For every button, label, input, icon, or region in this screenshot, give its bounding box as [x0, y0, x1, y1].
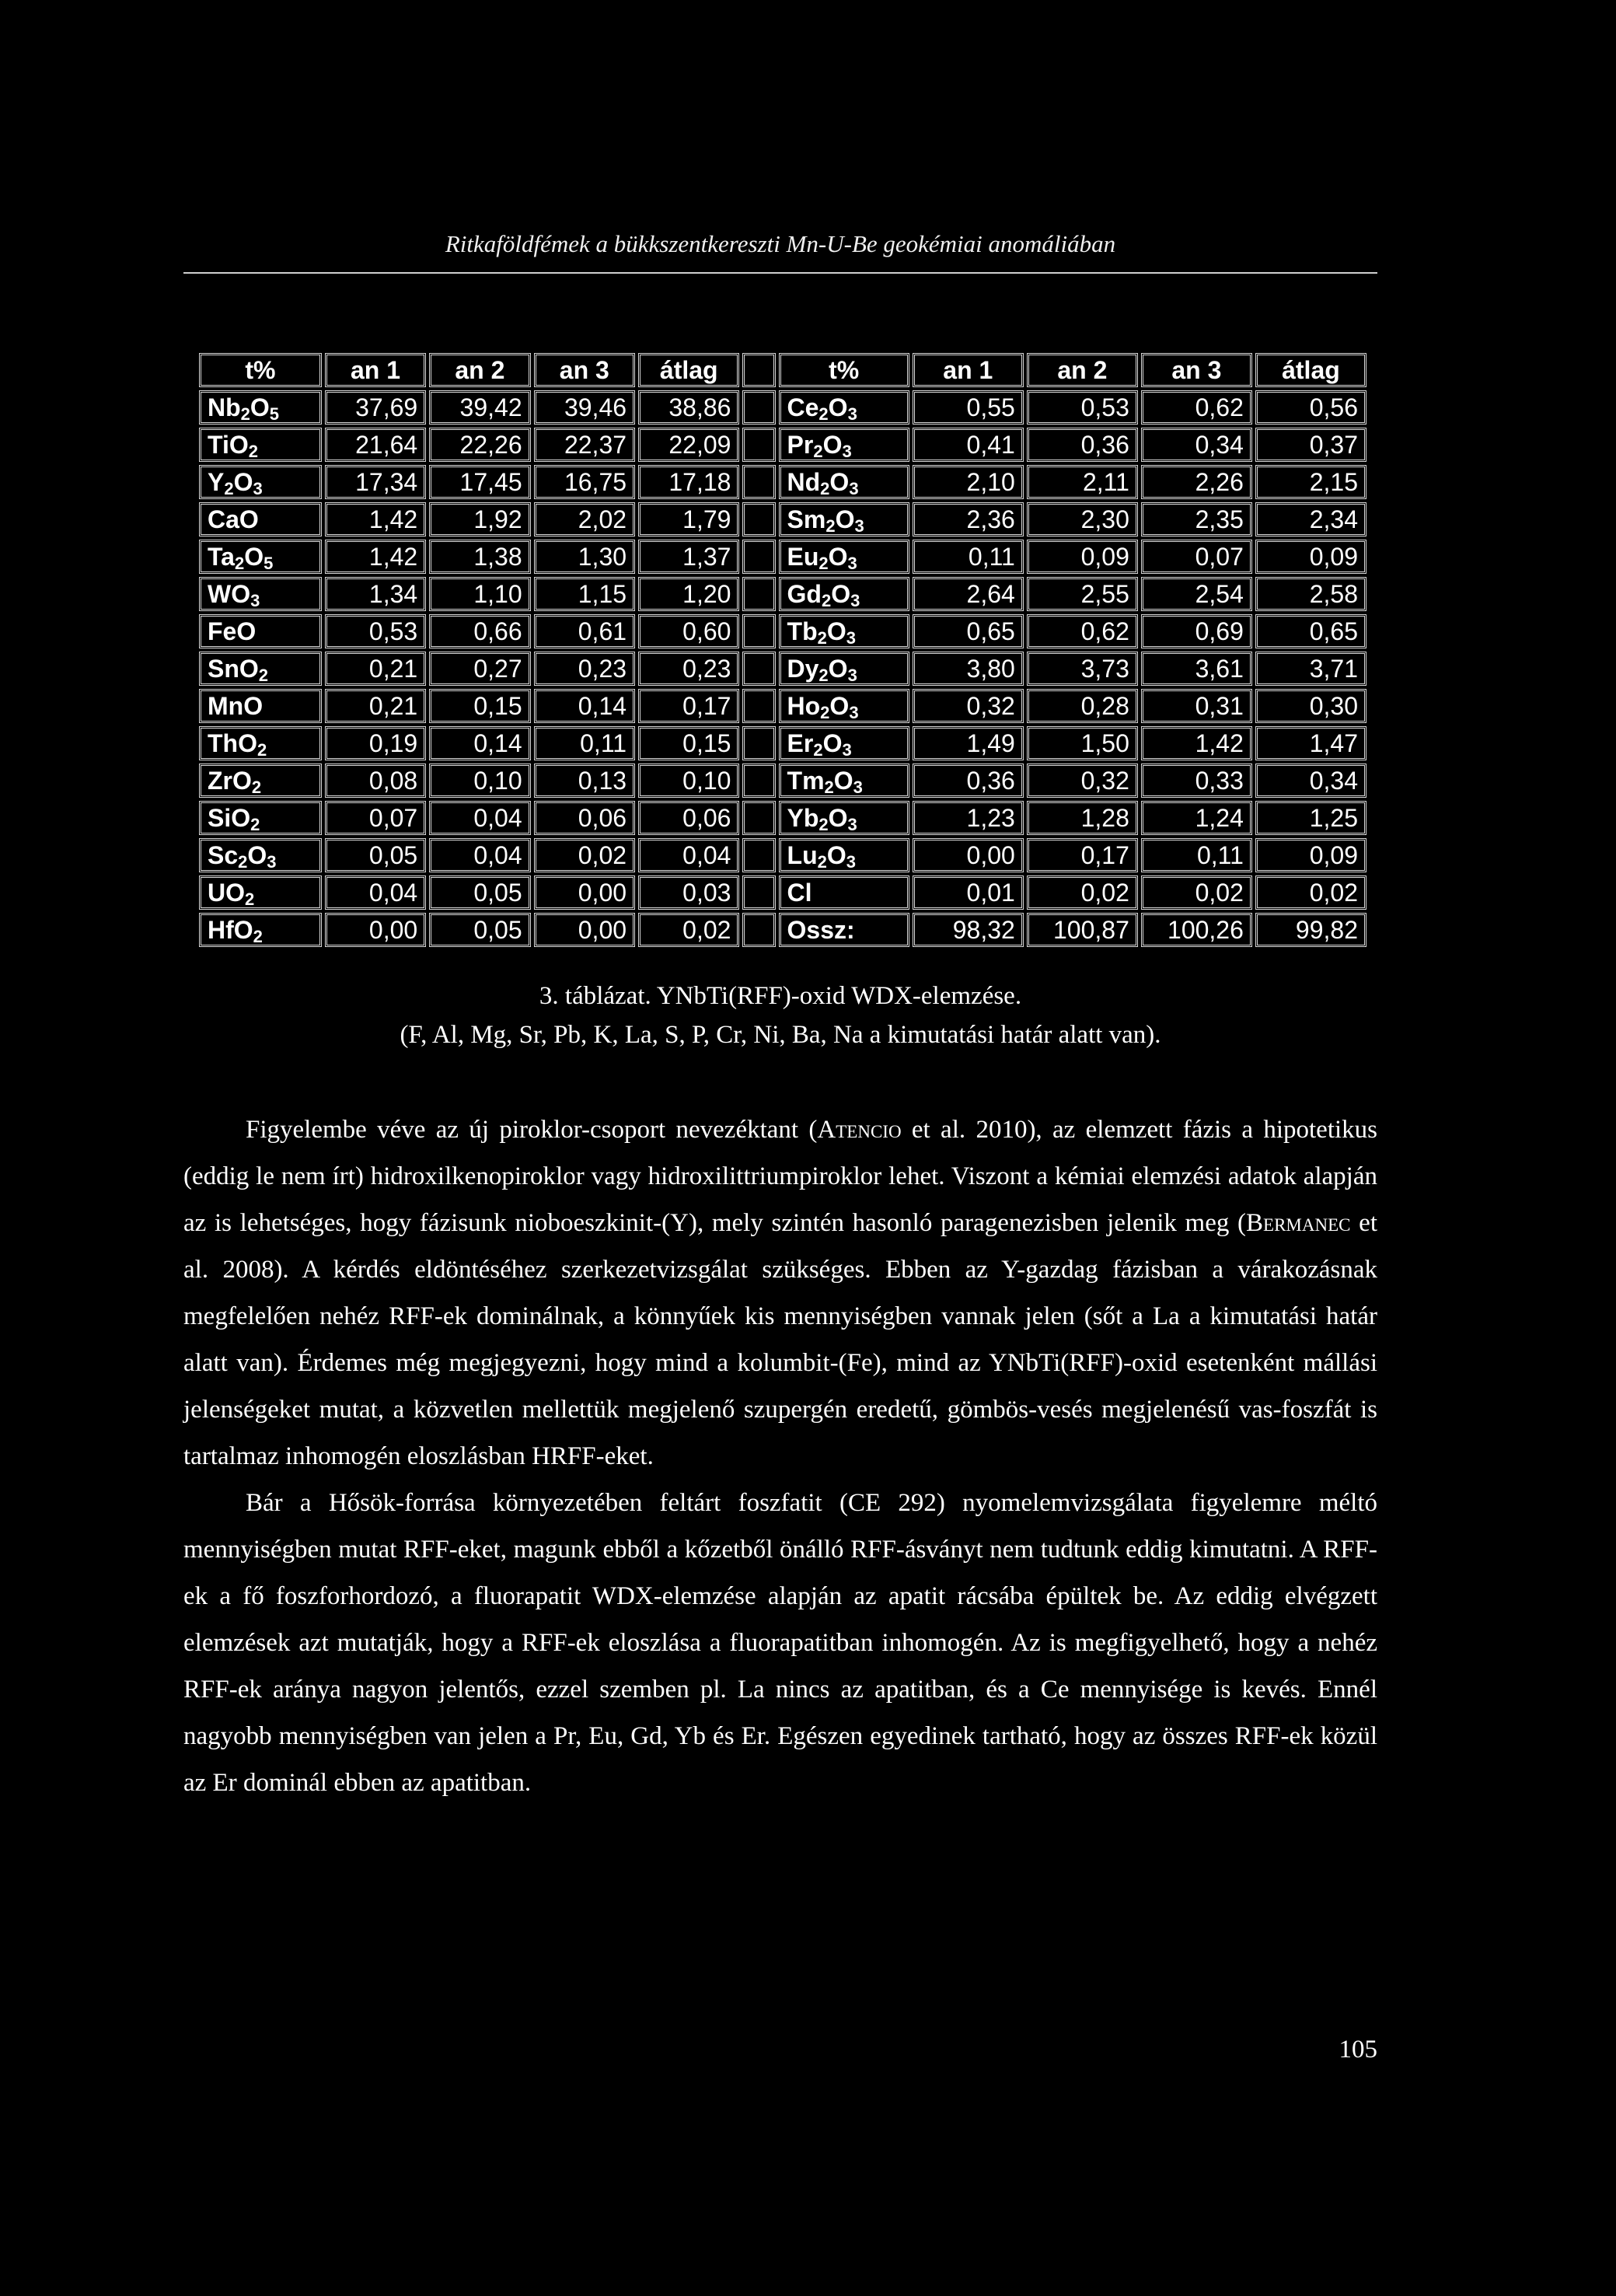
right-value-cell: 2,26 [1141, 465, 1252, 499]
formula-subscript: 2 [245, 889, 255, 909]
formula-subscript: 3 [849, 479, 859, 498]
left-value-cell: 1,15 [534, 577, 635, 611]
right-value-cell: 0,09 [1255, 540, 1366, 574]
right-value-cell: 0,11 [1141, 838, 1252, 872]
formula-subscript: 2 [238, 852, 248, 872]
formula-subscript: 3 [854, 516, 864, 536]
left-value-cell: 1,42 [325, 502, 426, 536]
column-gap [742, 502, 775, 536]
column-header: an 3 [1141, 353, 1252, 387]
column-gap [742, 875, 775, 910]
right-value-cell: 2,30 [1027, 502, 1138, 536]
formula-part: Cl [787, 879, 812, 907]
table-header-row [199, 353, 1366, 387]
left-value-cell: 17,18 [638, 465, 739, 499]
left-compound-label [199, 465, 322, 499]
left-value-cell: 38,86 [638, 390, 739, 425]
left-value-cell: 0,06 [638, 801, 739, 835]
column-header: an 3 [534, 353, 635, 387]
formula-subscript: 2 [250, 815, 260, 834]
right-value-cell: 100,26 [1141, 913, 1252, 947]
column-gap [742, 353, 775, 387]
right-value-cell: 0,34 [1255, 764, 1366, 798]
right-value-cell: 1,42 [1141, 726, 1252, 760]
left-value-cell: 0,10 [429, 764, 530, 798]
table-row [199, 614, 1366, 648]
formula-part: Tm [787, 767, 825, 795]
formula-part: O [829, 692, 850, 720]
formula-subscript: 2 [240, 404, 250, 424]
right-value-cell: 0,02 [1255, 875, 1366, 910]
left-value-cell: 0,14 [429, 726, 530, 760]
right-compound-label [779, 428, 909, 462]
formula-part: Lu [787, 841, 818, 869]
left-value-cell: 17,34 [325, 465, 426, 499]
left-value-cell: 0,00 [534, 875, 635, 910]
right-compound-label [779, 577, 909, 611]
formula-subscript: 2 [253, 927, 263, 946]
formula-part: Pr [787, 431, 814, 459]
right-value-cell: 0,33 [1141, 764, 1252, 798]
formula-part: Sc [208, 841, 239, 869]
caption-title: 3. táblázat. YNbTi(RFF)-oxid WDX-elemzése. [539, 982, 1022, 1010]
right-compound-label [779, 502, 909, 536]
right-value-cell: 99,82 [1255, 913, 1366, 947]
formula-part: ThO [208, 729, 257, 757]
formula-subscript: 3 [847, 404, 857, 424]
right-value-cell: 0,02 [1027, 875, 1138, 910]
formula-subscript: 2 [820, 479, 830, 498]
citation-atencio: Atencio [817, 1116, 902, 1144]
left-value-cell: 0,03 [638, 875, 739, 910]
formula-part: O [831, 580, 851, 608]
running-header: Ritkaföldfémek a bükkszentkereszti Mn-U-Be geokémiai anomáliában [445, 230, 1116, 257]
table-row [199, 913, 1366, 947]
right-value-cell: 2,35 [1141, 502, 1252, 536]
table-row [199, 875, 1366, 910]
right-value-cell: 2,11 [1027, 465, 1138, 499]
right-value-cell: 1,23 [913, 801, 1024, 835]
left-value-cell: 1,37 [638, 540, 739, 574]
right-value-cell: 0,09 [1027, 540, 1138, 574]
formula-subscript: 3 [253, 479, 263, 498]
left-value-cell: 1,42 [325, 540, 426, 574]
formula-subscript: 2 [818, 666, 829, 685]
column-gap [742, 614, 775, 648]
formula-part: Ce [787, 393, 819, 421]
formula-part: Sm [787, 505, 826, 533]
right-value-cell: 0,09 [1255, 838, 1366, 872]
right-value-cell: 100,87 [1027, 913, 1138, 947]
right-value-cell: 2,54 [1141, 577, 1252, 611]
formula-subscript: 3 [846, 628, 856, 648]
column-gap [742, 764, 775, 798]
left-value-cell: 22,37 [534, 428, 635, 462]
right-value-cell: 0,34 [1141, 428, 1252, 462]
left-value-cell: 0,66 [429, 614, 530, 648]
left-compound-label [199, 390, 322, 425]
formula-part: O [835, 505, 855, 533]
left-compound-label [199, 689, 322, 723]
left-compound-label [199, 540, 322, 574]
left-value-cell: 0,15 [429, 689, 530, 723]
column-header: t% [779, 353, 909, 387]
left-value-cell: 0,07 [325, 801, 426, 835]
formula-part: O [822, 431, 843, 459]
right-value-cell: 3,80 [913, 652, 1024, 686]
formula-part: SnO [208, 655, 259, 683]
formula-part: Y [208, 468, 225, 496]
left-value-cell: 16,75 [534, 465, 635, 499]
left-value-cell: 0,19 [325, 726, 426, 760]
formula-subscript: 2 [818, 815, 829, 834]
formula-subscript: 2 [257, 740, 267, 760]
formula-part: Ho [787, 692, 821, 720]
column-gap [742, 390, 775, 425]
right-compound-label [779, 465, 909, 499]
formula-part: TiO [208, 431, 249, 459]
formula-part: O [247, 841, 267, 869]
left-compound-label [199, 428, 322, 462]
formula-subscript: 5 [264, 554, 274, 573]
left-compound-label [199, 502, 322, 536]
formula-part: Dy [787, 655, 819, 683]
caption-note: (F, Al, Mg, Sr, Pb, K, La, S, P, Cr, Ni, Ba, Na a kimutatási határ alatt van). [400, 1021, 1161, 1049]
right-value-cell: 0,00 [913, 838, 1024, 872]
right-compound-label [779, 689, 909, 723]
right-value-cell: 0,65 [1255, 614, 1366, 648]
left-value-cell: 1,20 [638, 577, 739, 611]
right-value-cell: 2,55 [1027, 577, 1138, 611]
column-header: an 2 [429, 353, 530, 387]
left-value-cell: 0,27 [429, 652, 530, 686]
formula-subscript: 3 [842, 740, 852, 760]
paragraph-1 [183, 1106, 1377, 1480]
right-value-cell: 0,56 [1255, 390, 1366, 425]
formula-part: Er [787, 729, 814, 757]
column-gap [742, 838, 775, 872]
left-value-cell: 22,09 [638, 428, 739, 462]
formula-part: Ta [208, 543, 235, 571]
column-gap [742, 428, 775, 462]
formula-part: O [244, 543, 264, 571]
right-compound-label [779, 614, 909, 648]
formula-part: WO [208, 580, 251, 608]
left-value-cell: 0,11 [534, 726, 635, 760]
left-value-cell: 1,30 [534, 540, 635, 574]
left-value-cell: 0,13 [534, 764, 635, 798]
right-value-cell: 98,32 [913, 913, 1024, 947]
formula-part: Ossz: [787, 916, 855, 944]
formula-part: O [250, 393, 270, 421]
formula-subscript: 3 [846, 852, 856, 872]
right-value-cell: 0,65 [913, 614, 1024, 648]
header-rule [183, 272, 1377, 274]
right-value-cell: 1,25 [1255, 801, 1366, 835]
table-row [199, 428, 1366, 462]
formula-subscript: 2 [818, 554, 829, 573]
right-compound-label [779, 801, 909, 835]
left-value-cell: 0,53 [325, 614, 426, 648]
formula-part: FeO [208, 617, 257, 645]
left-value-cell: 1,10 [429, 577, 530, 611]
left-compound-label [199, 764, 322, 798]
formula-part: Nb [208, 393, 241, 421]
left-value-cell: 0,04 [325, 875, 426, 910]
left-compound-label [199, 875, 322, 910]
left-value-cell: 39,42 [429, 390, 530, 425]
left-compound-label [199, 801, 322, 835]
paragraph-2: Bár a Hősök-forrása környezetében feltárt foszfatit (CE 292) nyomelemvizsgálata figyelemre méltó mennyiségben mutat RFF-eket, magunk ebből a kőzetből önálló RFF-ásványt nem tudtunk eddig kimutatni. A RFF-ek a fő foszforhordozó, a fluorapatit WDX-elemzése alapján az apatit rácsába épültek be. Az eddig elvégzett elemzések azt mutatják, hogy a RFF-ek eloszlása a fluorapatitban inhomogén. Az is megfigyelhető, hogy a nehéz RFF-ek aránya nagyon jelentős, ezzel szemben pl. La nincs az apatitban, és a Ce mennyisége is kevés. Ennél nagyobb mennyiségben van jelen a Pr, Eu, Gd, Yb és Er. Egészen egyedinek tartható, hogy az összes RFF-ek közül az Er dominál ebben az apatitban. [183, 1489, 1377, 1797]
left-value-cell: 0,00 [534, 913, 635, 947]
column-header: an 2 [1027, 353, 1138, 387]
formula-part: O [826, 841, 846, 869]
formula-part: ZrO [208, 767, 252, 795]
table-row [199, 540, 1366, 574]
formula-subscript: 2 [251, 778, 262, 797]
left-value-cell: 2,02 [534, 502, 635, 536]
formula-part: MnO [208, 692, 264, 720]
formula-subscript: 2 [224, 479, 234, 498]
right-value-cell: 3,61 [1141, 652, 1252, 686]
right-value-cell: 1,28 [1027, 801, 1138, 835]
formula-subscript: 2 [248, 442, 258, 461]
left-value-cell: 0,21 [325, 652, 426, 686]
table-row [199, 390, 1366, 425]
left-value-cell: 0,61 [534, 614, 635, 648]
left-value-cell: 0,10 [638, 764, 739, 798]
left-value-cell: 0,05 [429, 875, 530, 910]
table-container [196, 350, 1370, 950]
left-value-cell: 0,23 [638, 652, 739, 686]
right-compound-label [779, 540, 909, 574]
column-header: átlag [638, 353, 739, 387]
column-gap [742, 913, 775, 947]
formula-subscript: 2 [821, 591, 832, 610]
formula-part: HfO [208, 916, 253, 944]
right-value-cell: 0,01 [913, 875, 1024, 910]
left-value-cell: 37,69 [325, 390, 426, 425]
formula-subscript: 3 [853, 778, 863, 797]
formula-part: Yb [787, 804, 819, 832]
right-value-cell: 0,41 [913, 428, 1024, 462]
table-row [199, 726, 1366, 760]
right-value-cell: 0,55 [913, 390, 1024, 425]
table-row [199, 838, 1366, 872]
left-value-cell: 0,14 [534, 689, 635, 723]
right-value-cell: 2,64 [913, 577, 1024, 611]
left-compound-label [199, 838, 322, 872]
column-gap [742, 465, 775, 499]
table-row [199, 689, 1366, 723]
column-gap [742, 540, 775, 574]
column-gap [742, 652, 775, 686]
column-header: an 1 [325, 353, 426, 387]
left-value-cell: 21,64 [325, 428, 426, 462]
table-row [199, 465, 1366, 499]
right-value-cell: 0,07 [1141, 540, 1252, 574]
formula-part: SiO [208, 804, 251, 832]
right-value-cell: 3,73 [1027, 652, 1138, 686]
right-value-cell: 3,71 [1255, 652, 1366, 686]
formula-subscript: 2 [258, 666, 269, 685]
paragraph-1-part-b: et al. 2010), az elemzett fázis a hipotetikus (eddig le nem írt) hidroxilkenopiroklor vagy hidroxilittriumpiroklor lehet. Viszont a kémiai elemzési adatok alapján az is lehetséges, hogy fázisunk nioboeszkinit-(Y), mely szintén hasonló paragenezisben jelenik meg ( [183, 1116, 1377, 1237]
left-value-cell: 0,60 [638, 614, 739, 648]
right-value-cell: 2,10 [913, 465, 1024, 499]
right-value-cell: 2,15 [1255, 465, 1366, 499]
formula-subscript: 3 [847, 815, 857, 834]
right-value-cell: 0,36 [1027, 428, 1138, 462]
column-gap [742, 577, 775, 611]
formula-part: Nd [787, 468, 821, 496]
left-value-cell: 0,04 [429, 801, 530, 835]
formula-subscript: 2 [817, 852, 827, 872]
formula-subscript: 3 [842, 442, 852, 461]
left-value-cell: 0,17 [638, 689, 739, 723]
right-value-cell: 2,34 [1255, 502, 1366, 536]
left-value-cell: 0,05 [325, 838, 426, 872]
formula-subscript: 2 [817, 628, 827, 648]
right-compound-label [779, 838, 909, 872]
left-value-cell: 1,79 [638, 502, 739, 536]
right-value-cell: 0,32 [913, 689, 1024, 723]
formula-part: O [833, 767, 853, 795]
column-gap [742, 689, 775, 723]
right-value-cell: 1,24 [1141, 801, 1252, 835]
table-row [199, 502, 1366, 536]
citation-bermanec: Bermanec [1246, 1209, 1351, 1237]
formula-part: O [829, 468, 850, 496]
left-compound-label [199, 913, 322, 947]
right-value-cell: 0,30 [1255, 689, 1366, 723]
right-value-cell: 0,69 [1141, 614, 1252, 648]
table-caption [183, 977, 1377, 1054]
formula-part: O [828, 804, 848, 832]
right-value-cell: 1,49 [913, 726, 1024, 760]
right-value-cell: 2,58 [1255, 577, 1366, 611]
right-value-cell: 0,37 [1255, 428, 1366, 462]
right-value-cell: 0,62 [1141, 390, 1252, 425]
left-value-cell: 0,04 [429, 838, 530, 872]
right-compound-label [779, 913, 909, 947]
right-value-cell: 0,32 [1027, 764, 1138, 798]
formula-part: O [826, 617, 846, 645]
left-value-cell: 0,21 [325, 689, 426, 723]
formula-part: O [822, 729, 843, 757]
wdx-table [196, 350, 1370, 950]
formula-subscript: 2 [234, 554, 245, 573]
table-row [199, 764, 1366, 798]
formula-subscript: 3 [847, 554, 857, 573]
page-number: 105 [1339, 2036, 1377, 2064]
column-header: átlag [1255, 353, 1366, 387]
left-compound-label [199, 577, 322, 611]
left-compound-label [199, 652, 322, 686]
left-value-cell: 0,06 [534, 801, 635, 835]
right-value-cell: 0,02 [1141, 875, 1252, 910]
left-value-cell: 0,02 [638, 913, 739, 947]
right-value-cell: 0,36 [913, 764, 1024, 798]
formula-part: UO [208, 879, 245, 907]
left-value-cell: 1,34 [325, 577, 426, 611]
right-value-cell: 0,62 [1027, 614, 1138, 648]
right-compound-label [779, 726, 909, 760]
formula-subscript: 3 [849, 703, 859, 722]
formula-part: O [828, 543, 848, 571]
right-value-cell: 0,11 [913, 540, 1024, 574]
formula-subscript: 2 [813, 442, 823, 461]
left-value-cell: 0,23 [534, 652, 635, 686]
formula-part: CaO [208, 505, 259, 533]
table-row [199, 577, 1366, 611]
formula-subscript: 2 [818, 404, 829, 424]
column-gap [742, 801, 775, 835]
formula-part: O [233, 468, 253, 496]
formula-subscript: 2 [820, 703, 830, 722]
right-value-cell: 2,36 [913, 502, 1024, 536]
formula-subscript: 2 [813, 740, 823, 760]
left-value-cell: 1,38 [429, 540, 530, 574]
column-gap [742, 726, 775, 760]
formula-subscript: 5 [269, 404, 280, 424]
right-compound-label [779, 652, 909, 686]
left-compound-label [199, 726, 322, 760]
left-value-cell: 0,08 [325, 764, 426, 798]
right-value-cell: 0,28 [1027, 689, 1138, 723]
column-header: t% [199, 353, 322, 387]
right-value-cell: 1,50 [1027, 726, 1138, 760]
right-value-cell: 0,31 [1141, 689, 1252, 723]
formula-subscript: 2 [825, 516, 836, 536]
body-text [183, 1106, 1377, 1806]
paragraph-1-part-c: et al. 2008). A kérdés eldöntéséhez szerkezetvizsgálat szükséges. Ebben az Y-gazdag fázisban a várakozásnak megfelelően nehéz RFF-ek dominálnak, a könnyűek kis mennyiségben vannak jelen (sőt a La a kimutatási határ alatt van). Érdemes még megjegyezni, hogy mind a kolumbit-(Fe), mind az YNbTi(RFF)-oxid esetenként mállási jelenségeket mutat, a közvetlen mellettük megjelenő szupergén eredetű, gömbös-vesés megjelenésű vas-foszfát is tartalmaz inhomogén eloszlásban HRFF-eket. [183, 1209, 1377, 1470]
paragraph-1-part-a: Figyelembe véve az új piroklor-csoport nevezéktant ( [246, 1116, 818, 1144]
column-header: an 1 [913, 353, 1024, 387]
formula-part: Eu [787, 543, 819, 571]
left-value-cell: 17,45 [429, 465, 530, 499]
left-value-cell: 0,00 [325, 913, 426, 947]
table-row [199, 652, 1366, 686]
right-value-cell: 1,47 [1255, 726, 1366, 760]
right-compound-label [779, 764, 909, 798]
left-value-cell: 0,04 [638, 838, 739, 872]
left-value-cell: 39,46 [534, 390, 635, 425]
formula-part: Gd [787, 580, 822, 608]
formula-part: Tb [787, 617, 818, 645]
formula-subscript: 3 [850, 591, 860, 610]
right-value-cell: 0,53 [1027, 390, 1138, 425]
right-compound-label [779, 875, 909, 910]
left-value-cell: 0,15 [638, 726, 739, 760]
right-compound-label [779, 390, 909, 425]
left-compound-label [199, 614, 322, 648]
table-row [199, 801, 1366, 835]
table-body [199, 353, 1366, 947]
formula-subscript: 3 [267, 852, 277, 872]
left-value-cell: 0,05 [429, 913, 530, 947]
formula-subscript: 2 [824, 778, 834, 797]
left-value-cell: 22,26 [429, 428, 530, 462]
formula-part: O [828, 655, 848, 683]
formula-subscript: 3 [250, 591, 260, 610]
left-value-cell: 1,92 [429, 502, 530, 536]
formula-subscript: 3 [847, 666, 857, 685]
right-value-cell: 0,17 [1027, 838, 1138, 872]
formula-part: O [828, 393, 848, 421]
left-value-cell: 0,02 [534, 838, 635, 872]
